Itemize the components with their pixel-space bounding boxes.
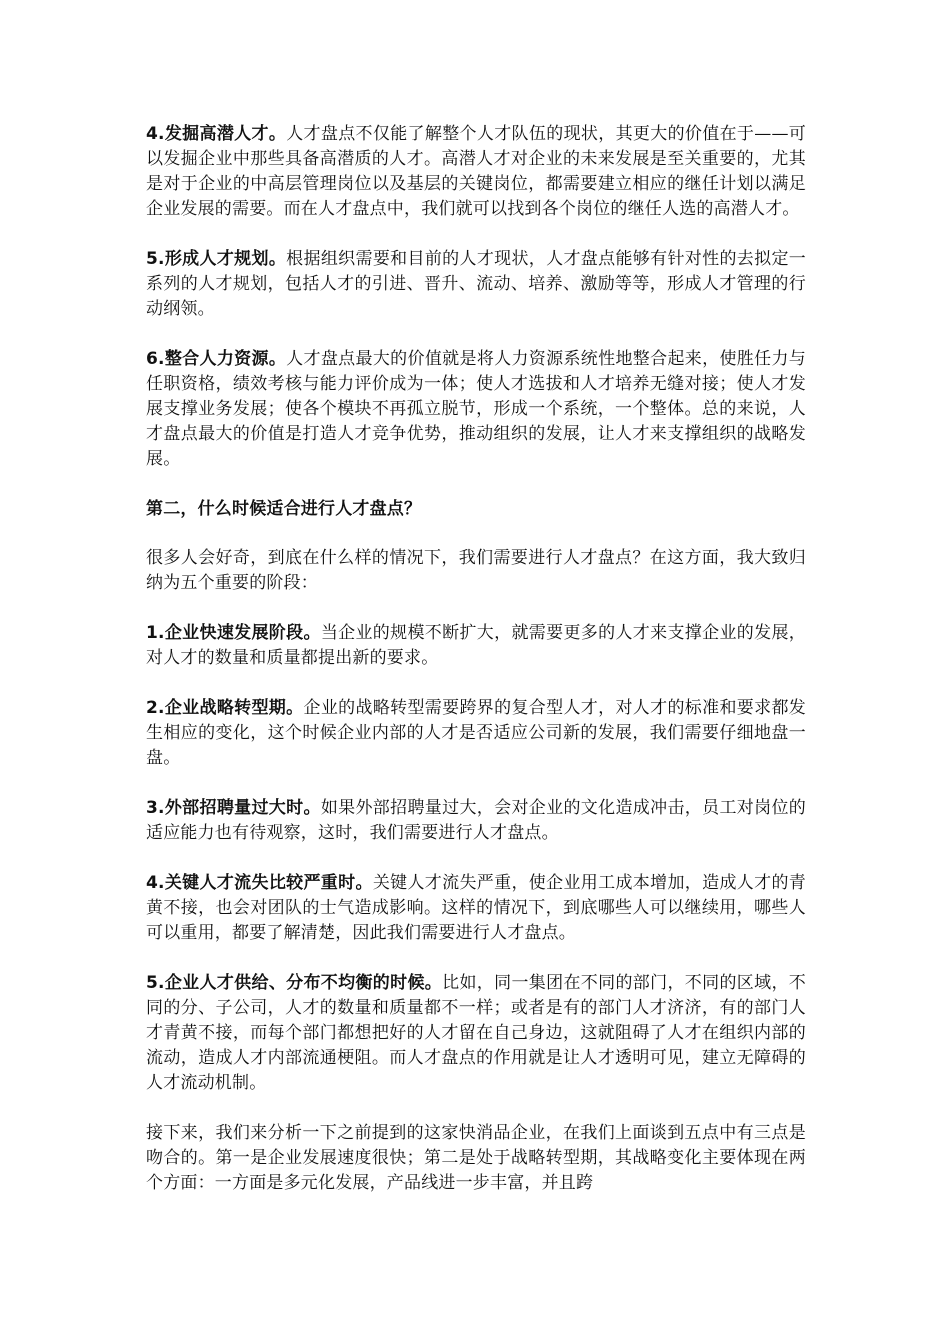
paragraph-lead: 2.企业战略转型期。	[146, 698, 304, 718]
paragraph-body: 人才盘点不仅能了解整个人才队伍的现状，其更大的价值在于——可以发掘企业中那些具备高潜质的人才。高潜人才对企业的未来发展是至关重要的，尤其是对于企业的中高层管理岗位以及基层的关键岗位，都需要建立相应的继任计划以满足企业发展的需要。而在人才盘点中，我们就可以找到各个岗位的继任人选的高潜人才。	[146, 124, 807, 219]
paragraph-lead: 5.形成人才规划。	[146, 249, 287, 269]
paragraph-discover-high-potential	[146, 122, 806, 222]
paragraph-lead: 4.关键人才流失比较严重时。	[146, 873, 373, 893]
paragraph-body: 企业的战略转型需要跨界的复合型人才，对人才的标准和要求都发生相应的变化，这个时候企业内部的人才是否适应公司新的发展，我们需要仔细地盘一盘。	[146, 698, 806, 768]
paragraph-lead: 4.发掘高潜人才。	[146, 124, 287, 144]
section-heading: 第二，什么时候适合进行人才盘点？	[146, 499, 422, 519]
paragraph-body: 比如，同一集团在不同的部门，不同的区域，不同的分、子公司，人才的数量和质量都不一样；或者是有的部门人才济济，有的部门人才青黄不接，而每个部门都想把好的人才留在自己身边，这就阻碍了人才在组织内部的流动，造成人才内部流通梗阻。而人才盘点的作用就是让人才透明可见，建立无障碍的人才流动机制。	[146, 973, 806, 1093]
paragraph-body: 如果外部招聘量过大，会对企业的文化造成冲击，员工对岗位的适应能力也有待观察，这时，我们需要进行人才盘点。	[146, 798, 806, 843]
paragraph-integrate-hr	[146, 347, 806, 472]
paragraph-lead: 6.整合人力资源。	[146, 349, 287, 369]
stage-uneven-distribution	[146, 971, 806, 1096]
paragraph-lead: 3.外部招聘量过大时。	[146, 798, 321, 818]
intro-paragraph: 很多人会好奇，到底在什么样的情况下，我们需要进行人才盘点？在这方面，我大致归纳为五个重要的阶段：	[146, 548, 806, 593]
paragraph-lead: 1.企业快速发展阶段。	[146, 623, 321, 643]
paragraph-talent-planning	[146, 247, 806, 322]
closing-paragraph: 接下来，我们来分析一下之前提到的这家快消品企业，在我们上面谈到五点中有三点是吻合的。第一是企业发展速度很快；第二是处于战略转型期，其战略变化主要体现在两个方面：一方面是多元化发展，产品线进一步丰富，并且跨	[146, 1123, 806, 1193]
paragraph-lead: 5.企业人才供给、分布不均衡的时候。	[146, 973, 443, 993]
paragraph-body: 根据组织需要和目前的人才现状，人才盘点能够有针对性的去拟定一系列的人才规划，包括人才的引进、晋升、流动、培养、激励等等，形成人才管理的行动纲领。	[146, 249, 807, 319]
stage-key-talent-loss	[146, 871, 806, 946]
stage-strategic-transformation	[146, 696, 806, 771]
paragraph-body: 人才盘点最大的价值就是将人力资源系统性地整合起来，使胜任力与任职资格，绩效考核与能力评价成为一体；使人才选拔和人才培养无缝对接；使人才发展支撑业务发展；使各个模块不再孤立脱节，形成一个系统，一个整体。总的来说，人才盘点最大的价值是打造人才竞争优势，推动组织的发展，让人才来支撑组织的战略发展。	[146, 349, 807, 469]
stage-heavy-recruitment	[146, 796, 806, 846]
document-page	[146, 122, 806, 1221]
stage-rapid-growth	[146, 621, 806, 671]
paragraph-body: 当企业的规模不断扩大，就需要更多的人才来支撑企业的发展，对人才的数量和质量都提出新的要求。	[146, 623, 806, 668]
paragraph-body: 关键人才流失严重，使企业用工成本增加，造成人才的青黄不接，也会对团队的士气造成影响。这样的情况下，到底哪些人可以继续用，哪些人可以重用，都要了解清楚，因此我们需要进行人才盘点。	[146, 873, 806, 943]
